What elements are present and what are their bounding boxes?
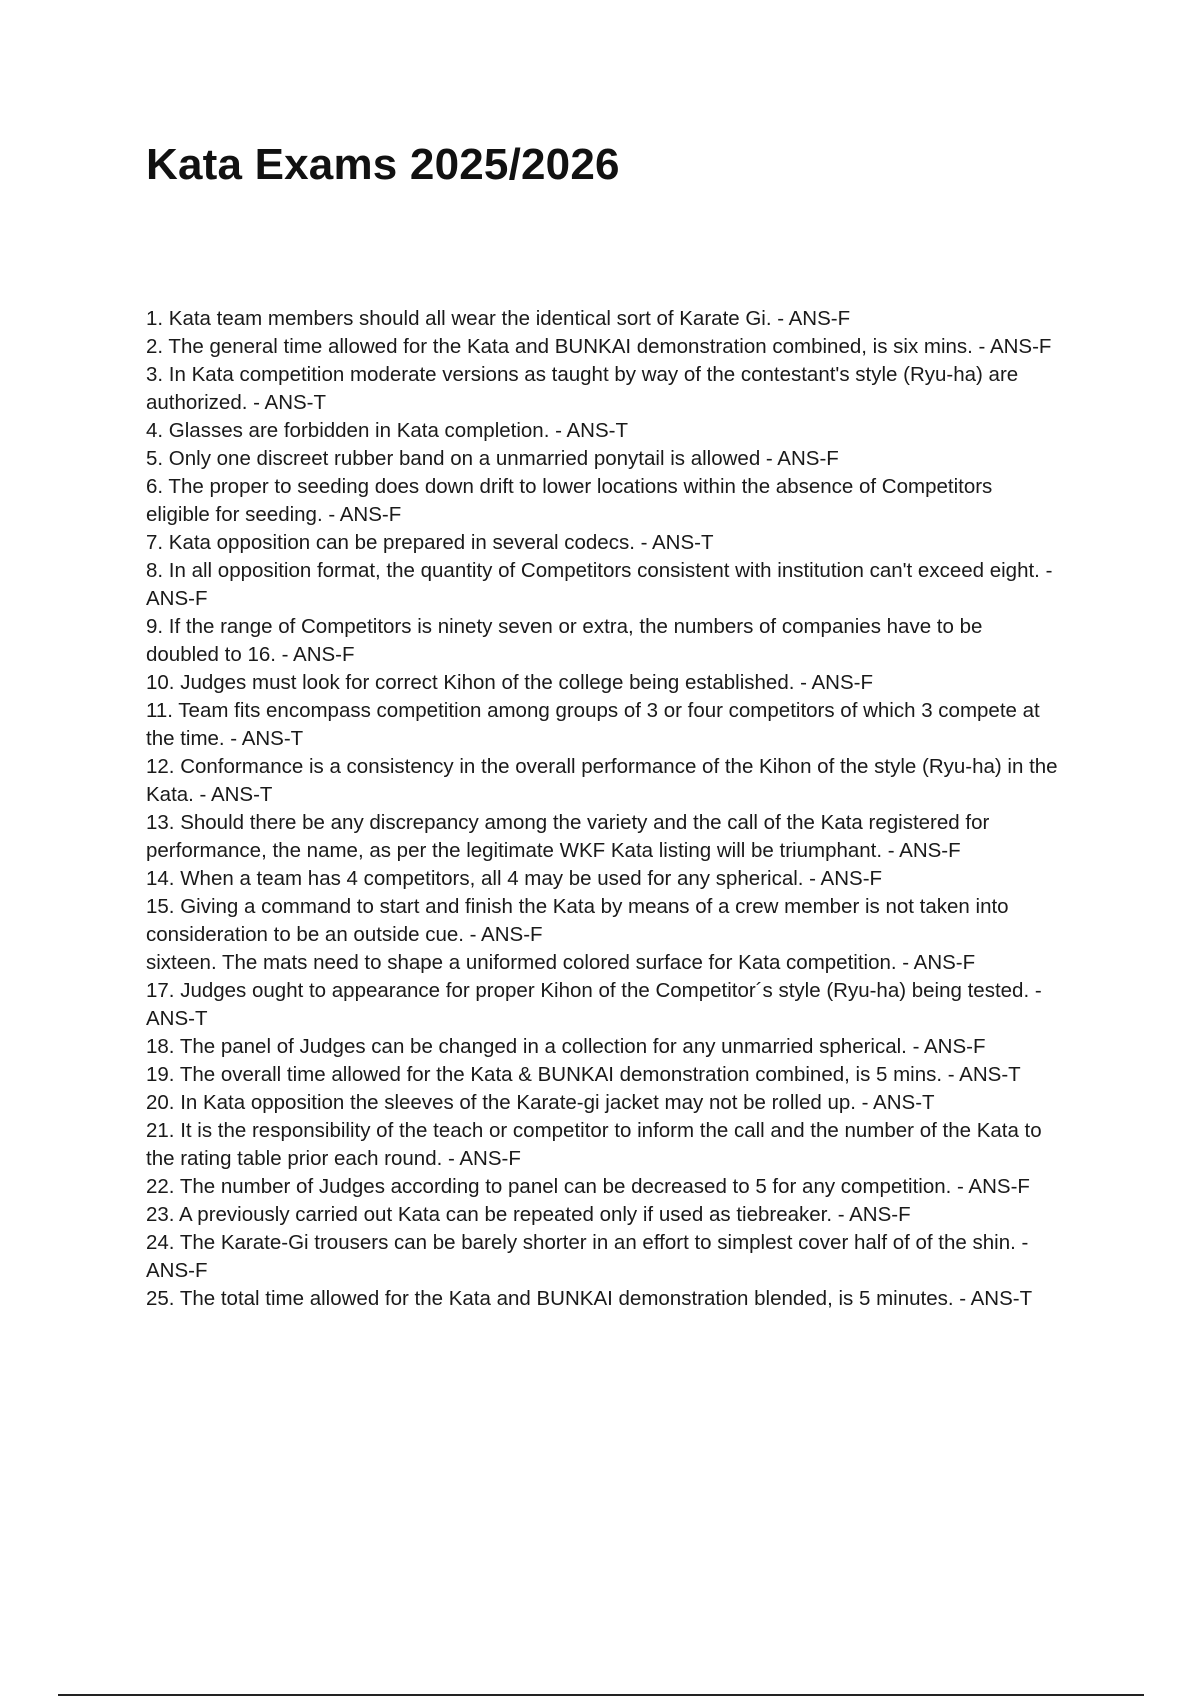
question-item: 21. It is the responsibility of the teach or competitor to inform the call and the number of the Kata to the rating table prior each round. - ANS-F [146,1119,1042,1170]
question-item: 3. In Kata competition moderate versions as taught by way of the contestant's style (Ryu-ha) are authorized. - ANS-T [146,363,1019,414]
page-title: Kata Exams 2025/2026 [146,140,620,189]
question-list [146,305,1061,1313]
question-item: 7. Kata opposition can be prepared in several codecs. - ANS-T [146,531,714,554]
question-item: 17. Judges ought to appearance for proper Kihon of the Competitor´s style (Ryu-ha) being tested. - ANS-T [146,979,1042,1030]
question-item: 4. Glasses are forbidden in Kata completion. - ANS-T [146,419,628,442]
question-item: 1. Kata team members should all wear the identical sort of Karate Gi. - ANS-F [146,307,851,330]
question-item: 5. Only one discreet rubber band on a unmarried ponytail is allowed - ANS-F [146,447,839,470]
question-item: 13. Should there be any discrepancy among the variety and the call of the Kata registered for performance, the name, as per the legitimate WKF Kata listing will be triumphant. - ANS-F [146,811,990,862]
question-item: 9. If the range of Competitors is ninety seven or extra, the numbers of companies have to be doubled to 16. - ANS-F [146,615,983,666]
question-item: 10. Judges must look for correct Kihon of the college being established. - ANS-F [146,671,873,694]
question-item: 11. Team fits encompass competition among groups of 3 or four competitors of which 3 compete at the time. - ANS-T [146,699,1040,750]
question-item: 22. The number of Judges according to panel can be decreased to 5 for any competition. - ANS-F [146,1175,1030,1198]
question-item: 19. The overall time allowed for the Kata & BUNKAI demonstration combined, is 5 mins. - ANS-T [146,1063,1021,1086]
question-item: 8. In all opposition format, the quantity of Competitors consistent with institution can't exceed eight. - ANS-F [146,559,1053,610]
question-item: 25. The total time allowed for the Kata and BUNKAI demonstration blended, is 5 minutes. - ANS-T [146,1287,1033,1310]
question-item: 12. Conformance is a consistency in the overall performance of the Kihon of the style (Ryu-ha) in the Kata. - ANS-T [146,755,1058,806]
question-item: 2. The general time allowed for the Kata and BUNKAI demonstration combined, is six mins. - ANS-F [146,335,1052,358]
question-item: 15. Giving a command to start and finish the Kata by means of a crew member is not taken into consideration to be an outside cue. - ANS-F [146,895,1009,946]
question-item: 18. The panel of Judges can be changed in a collection for any unmarried spherical. - ANS-F [146,1035,986,1058]
question-item: 24. The Karate-Gi trousers can be barely shorter in an effort to simplest cover half of of the shin. - ANS-F [146,1231,1029,1282]
question-item: 23. A previously carried out Kata can be repeated only if used as tiebreaker. - ANS-F [146,1203,911,1226]
question-item: 6. The proper to seeding does down drift to lower locations within the absence of Competitors eligible for seeding. - ANS-F [146,475,993,526]
question-item: sixteen. The mats need to shape a uniformed colored surface for Kata competition. - ANS-F [146,951,976,974]
question-item: 14. When a team has 4 competitors, all 4 may be used for any spherical. - ANS-F [146,867,883,890]
question-item: 20. In Kata opposition the sleeves of the Karate-gi jacket may not be rolled up. - ANS-T [146,1091,935,1114]
footer-divider [58,1694,1144,1696]
